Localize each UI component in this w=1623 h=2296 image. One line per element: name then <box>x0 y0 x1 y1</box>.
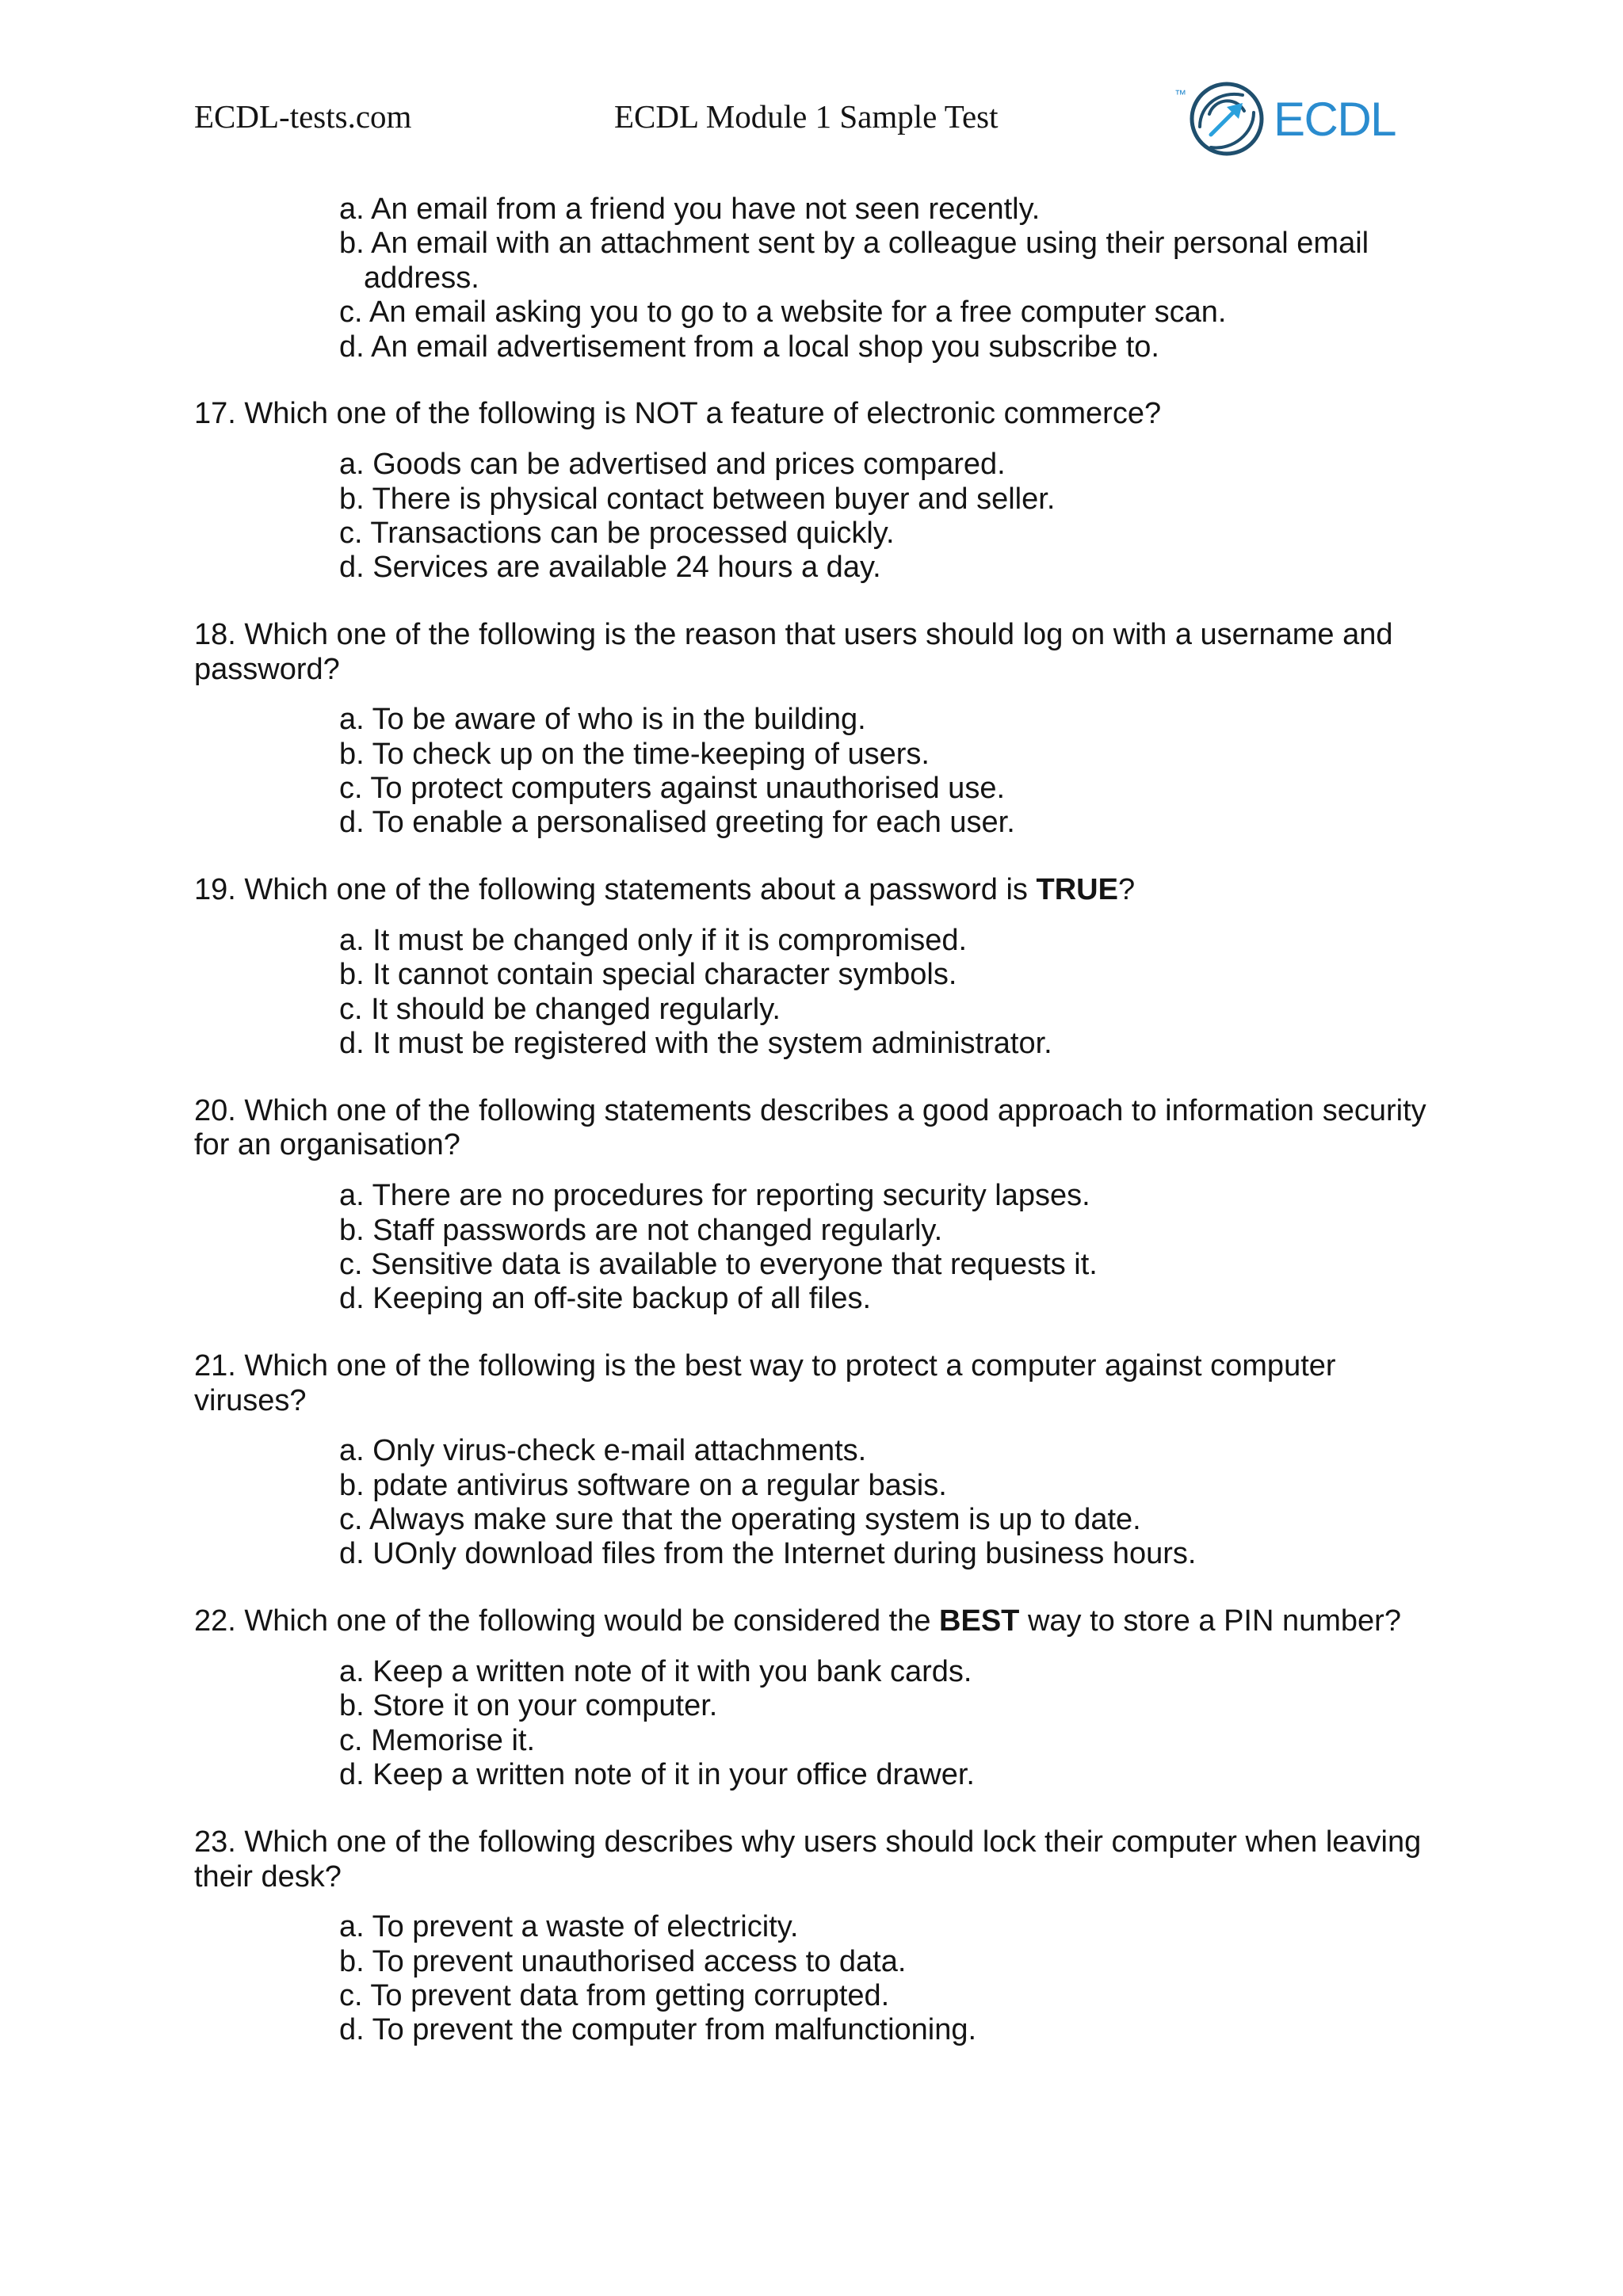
question-23 <box>0 1825 1623 2048</box>
option-b: b. Store it on your computer. <box>339 1689 718 1723</box>
option-a: a. To be aware of who is in the building. <box>339 703 866 737</box>
question-22 <box>0 1604 1623 1792</box>
option-a: a. An email from a friend you have not seen recently. <box>339 193 1041 226</box>
question-19-options <box>0 924 1623 1062</box>
site-name: ECDL-tests.com <box>194 98 412 135</box>
option-d: d. Keep a written note of it in your office drawer. <box>339 1758 975 1792</box>
question-23-options <box>0 1910 1623 2048</box>
question-22-text-end: way to store a PIN number? <box>1019 1604 1401 1638</box>
question-21-options <box>0 1434 1623 1572</box>
question-18-options <box>0 703 1623 841</box>
option-a: a. It must be changed only if it is compromised. <box>339 924 968 958</box>
question-21-text: 21. Which one of the following is the best way to protect a computer against computer <box>194 1349 1336 1383</box>
option-a: a. There are no procedures for reporting security lapses. <box>339 1179 1090 1213</box>
question-21 <box>0 1349 1623 1572</box>
option-a: a. Keep a written note of it with you bank cards. <box>339 1655 972 1689</box>
option-d: d. An email advertisement from a local shop you subscribe to. <box>339 330 1159 364</box>
option-b: b. It cannot contain special character symbols. <box>339 958 957 992</box>
option-d: d. Services are available 24 hours a day. <box>339 551 881 585</box>
question-23-text: 23. Which one of the following describes why users should lock their computer when leaving <box>194 1825 1422 1859</box>
option-c: c. It should be changed regularly. <box>339 992 781 1026</box>
emphasis-best: BEST <box>939 1604 1020 1638</box>
question-22-text-start: 22. Which one of the following would be considered the <box>194 1604 940 1638</box>
option-b: b. An email with an attachment sent by a colleague using their personal email <box>339 227 1369 261</box>
question-23-text-continued: their desk? <box>194 1859 342 1894</box>
question-20 <box>0 1094 1623 1317</box>
option-b: b. Staff passwords are not changed regularly. <box>339 1213 943 1247</box>
question-22-text <box>0 1604 1623 1638</box>
question-19 <box>0 873 1623 1061</box>
option-b: b. pdate antivirus software on a regular basis. <box>339 1468 947 1502</box>
option-b: b. To prevent unauthorised access to data. <box>339 1944 907 1978</box>
question-17-text: 17. Which one of the following is NOT a feature of electronic commerce? <box>194 397 1162 431</box>
logo-arrow-shaft <box>1211 111 1235 135</box>
option-a: a. To prevent a waste of electricity. <box>339 1910 799 1944</box>
option-d: d. It must be registered with the system administrator. <box>339 1027 1052 1061</box>
question-16-continued-options <box>0 193 1623 364</box>
question-19-text-end: ? <box>1117 873 1136 907</box>
option-d: d. To enable a personalised greeting for each user. <box>339 806 1015 840</box>
emphasis-true: TRUE <box>1036 873 1118 907</box>
question-17 <box>0 397 1623 585</box>
option-d: d. UOnly download files from the Internet during business hours. <box>339 1537 1197 1571</box>
question-18-text-continued: password? <box>194 652 340 686</box>
question-19-text-start: 19. Which one of the following statements about a password is <box>194 873 1037 907</box>
option-c: c. To protect computers against unauthorised use. <box>339 772 1006 806</box>
option-a: a. Goods can be advertised and prices compared. <box>339 448 1006 482</box>
option-d: d. Keeping an off-site backup of all files. <box>339 1282 872 1316</box>
page-content <box>0 193 1623 2048</box>
option-c: c. To prevent data from getting corrupted. <box>339 1978 890 2012</box>
option-a: a. Only virus-check e-mail attachments. <box>339 1434 867 1468</box>
ecdl-globe-arrow-icon <box>1187 79 1266 158</box>
question-17-options <box>0 448 1623 585</box>
question-22-options <box>0 1655 1623 1793</box>
option-b-continued: address. <box>364 261 479 295</box>
trademark-mark: ™ <box>1174 88 1186 101</box>
question-21-text-continued: viruses? <box>194 1383 307 1417</box>
option-b: b. There is physical contact between buyer and seller. <box>339 482 1056 516</box>
question-20-text-continued: for an organisation? <box>194 1128 460 1162</box>
question-18 <box>0 618 1623 841</box>
option-c: c. An email asking you to go to a website for a free computer scan. <box>339 296 1227 330</box>
document-title: ECDL Module 1 Sample Test <box>614 98 999 135</box>
question-20-text: 20. Which one of the following statements describes a good approach to information security <box>194 1094 1426 1128</box>
option-c: c. Transactions can be processed quickly. <box>339 516 895 550</box>
option-c: c. Sensitive data is available to everyone that requests it. <box>339 1247 1098 1281</box>
option-d: d. To prevent the computer from malfunctioning. <box>339 2013 977 2047</box>
question-20-options <box>0 1179 1623 1317</box>
logo-wordmark: ECDL <box>1274 93 1396 146</box>
option-c: c. Always make sure that the operating system is up to date. <box>339 1503 1141 1537</box>
option-b: b. To check up on the time-keeping of users. <box>339 737 930 771</box>
question-18-text: 18. Which one of the following is the reason that users should log on with a username and <box>194 618 1393 652</box>
question-19-text <box>0 873 1623 907</box>
option-c: c. Memorise it. <box>339 1723 536 1757</box>
